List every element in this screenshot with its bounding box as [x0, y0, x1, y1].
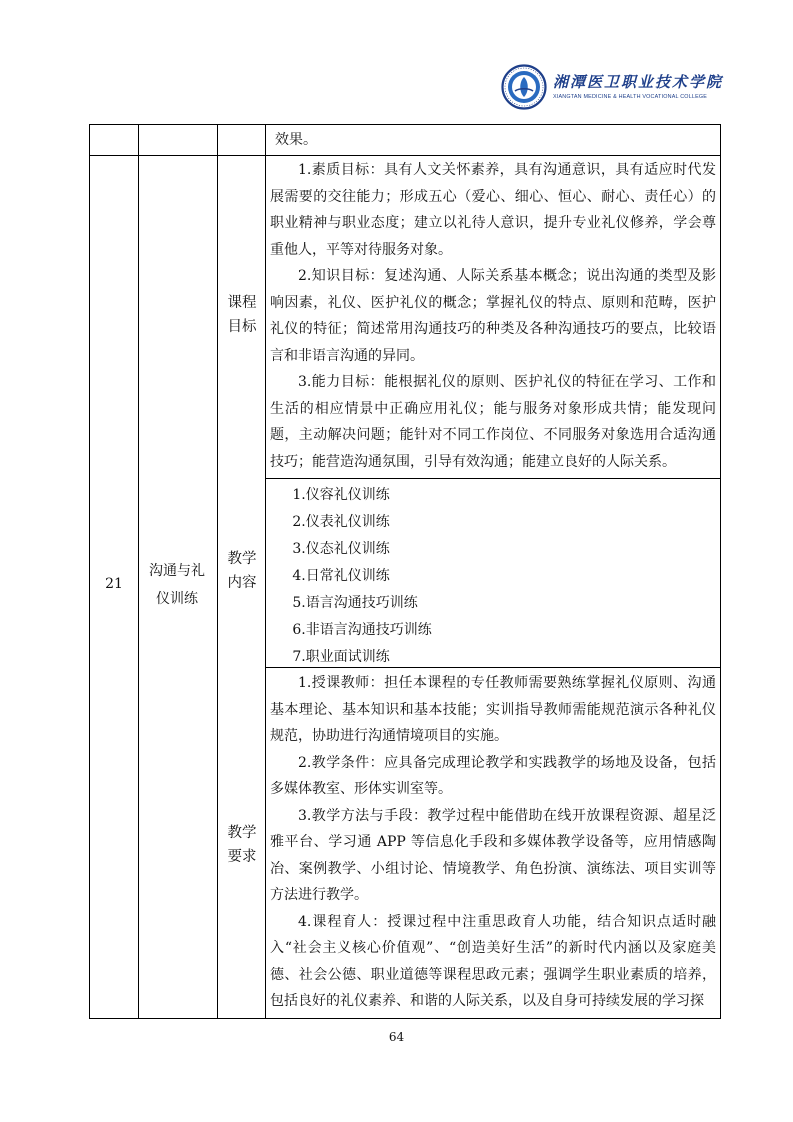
col-divider	[217, 125, 218, 1018]
content-item: 3.仪态礼仪训练	[292, 541, 390, 557]
row-divider	[265, 478, 720, 479]
requirements-label: 教学要求	[227, 825, 257, 865]
content-list	[270, 482, 716, 671]
college-logo	[501, 64, 724, 114]
course-name: 沟通与礼仪训练	[149, 563, 205, 607]
col-divider	[138, 125, 139, 1018]
objective-paragraph: 1.素质目标：具有人文关怀素养，具有沟通意识，具有适应时代发展需要的交往能力；形成五心（爱心、细心、恒心、耐心、责任心）的职业精神与职业态度；建立以礼待人意识，提升专业礼仪修养，学会尊重他人，平等对待服务对象。	[270, 162, 716, 258]
college-name-cn: 湘潭医卫职业技术学院	[553, 73, 724, 91]
content-item: 7.职业面试训练	[292, 649, 390, 665]
college-name-en: XIANGTAN MEDICINE & HEALTH VOCATIONAL COLLEGE	[553, 94, 708, 100]
course-table	[89, 124, 721, 1019]
requirement-paragraph: 1.授课教师：担任本课程的专任教师需要熟练掌握礼仪原则、沟通基本理论、基本知识和基本技能；实训指导教师需能规范演示各种礼仪规范，协助进行沟通情境项目的实施。	[270, 675, 716, 744]
col-divider	[265, 125, 266, 1018]
requirement-paragraph: 3.教学方法与手段：教学过程中能借助在线开放课程资源、超星泛雅平台、学习通 APP 等信息化手段和多媒体教学设备等，应用情感陶冶、案例教学、小组讨论、情境教学、角色扮演、演练法、项目实训等方法进行教学。	[270, 807, 716, 903]
content-item: 6.非语言沟通技巧训练	[292, 622, 432, 638]
row-divider	[90, 155, 720, 156]
college-emblem-icon	[501, 64, 547, 110]
objectives-label: 课程目标	[227, 295, 257, 335]
requirements-text	[270, 670, 716, 1015]
content-item: 5.语言沟通技巧训练	[292, 595, 418, 611]
objective-paragraph: 2.知识目标：复述沟通、人际关系基本概念；说出沟通的类型及影响因素，礼仪、医护礼仪的概念；掌握礼仪的特点、原则和范畴，医护礼仪的特征；简述常用沟通技巧的种类及各种沟通技巧的要点，比较语言和非语言沟通的异同。	[270, 268, 716, 364]
requirement-paragraph: 2.教学条件：应具备完成理论教学和实践教学的场地及设备，包括多媒体教室、形体实训室等。	[270, 754, 716, 797]
objective-paragraph: 3.能力目标：能根据礼仪的原则、医护礼仪的特征在学习、工作和生活的相应情景中正确应用礼仪；能与服务对象形成共情；能发现问题，主动解决问题；能针对不同工作岗位、不同服务对象选用合适沟通技巧；能营造沟通氛围，引导有效沟通；能建立良好的人际关系。	[270, 374, 716, 470]
content-item: 4.日常礼仪训练	[292, 568, 390, 584]
content-label: 教学内容	[227, 551, 257, 591]
requirement-paragraph: 4.课程育人：授课过程中注重思政育人功能，结合知识点适时融入“社会主义核心价值观”、“创造美好生活”的新时代内涵以及家庭美德、社会公德、职业道德等课程思政元素；强调学生职业素质的培养，包括良好的礼仪素养、和谐的人际关系，以及自身可持续发展的学习探	[270, 913, 716, 1009]
page-number: 64	[388, 1030, 405, 1044]
objectives-text	[270, 157, 716, 475]
content-item: 1.仪容礼仪训练	[292, 487, 390, 503]
top-row-text: 效果。	[275, 132, 317, 148]
content-item: 2.仪表礼仪训练	[292, 514, 390, 530]
course-number: 21	[105, 576, 123, 592]
